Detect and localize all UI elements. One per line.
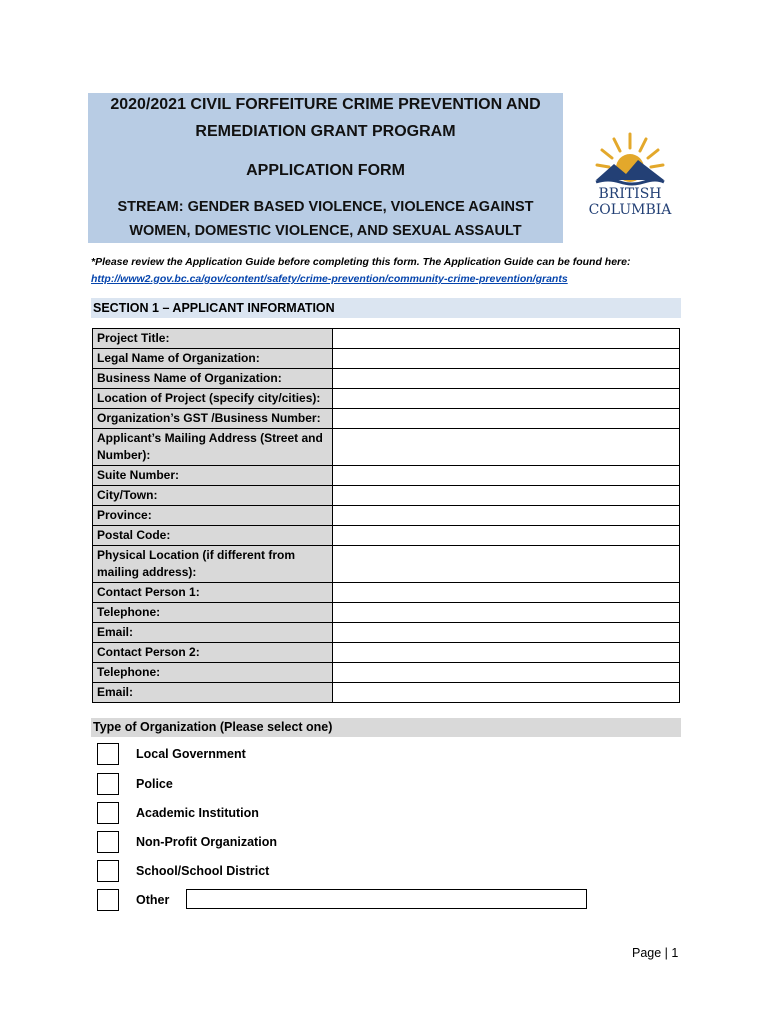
field-label: City/Town: [93,486,333,506]
program-title-line2: REMEDIATION GRANT PROGRAM [195,123,456,140]
field-input[interactable] [333,369,680,389]
option-label: Police [136,777,173,791]
field-label: Organization’s GST /Business Number: [93,409,333,429]
field-input[interactable] [333,349,680,369]
field-label: Contact Person 1: [93,583,333,603]
table-row [93,683,680,703]
option-label: Other [136,893,170,907]
field-input[interactable] [333,329,680,349]
checkbox[interactable] [97,889,119,911]
checkbox[interactable] [97,802,119,824]
field-label: Business Name of Organization: [93,369,333,389]
field-label: Suite Number: [93,466,333,486]
checkbox[interactable] [97,831,119,853]
field-input[interactable] [333,389,680,409]
table-row [93,389,680,409]
field-input[interactable] [333,683,680,703]
table-row [93,583,680,603]
option-label: Academic Institution [136,806,259,820]
field-input[interactable] [333,526,680,546]
section1-title: SECTION 1 – APPLICANT INFORMATION [91,298,681,318]
table-row [93,486,680,506]
field-input[interactable] [333,643,680,663]
table-row [93,349,680,369]
field-label: Province: [93,506,333,526]
field-input[interactable] [333,429,680,466]
checkbox[interactable] [97,860,119,882]
table-row [93,526,680,546]
org-type-title: Type of Organization (Please select one) [91,718,681,737]
field-label: Contact Person 2: [93,643,333,663]
table-row [93,663,680,683]
other-input[interactable] [186,889,587,909]
field-input[interactable] [333,623,680,643]
table-row [93,623,680,643]
field-input[interactable] [333,486,680,506]
guide-link[interactable]: http://www2.gov.bc.ca/gov/content/safety/crime-prevention/community-crime-prevention/grants [91,273,568,285]
table-row [93,506,680,526]
field-input[interactable] [333,663,680,683]
field-label: Location of Project (specify city/cities): [93,389,333,409]
field-label: Applicant’s Mailing Address (Street and Number): [93,429,333,466]
option-label: Non-Profit Organization [136,835,277,849]
field-label: Physical Location (if different from mailing address): [93,546,333,583]
stream-line2: WOMEN, DOMESTIC VIOLENCE, AND SEXUAL ASSAULT [129,223,522,239]
guide-note: *Please review the Application Guide before completing this form. The Application Guide can be found here: [91,256,631,268]
field-label: Postal Code: [93,526,333,546]
field-label: Telephone: [93,603,333,623]
page-number: Page | 1 [632,946,679,960]
table-row [93,603,680,623]
form-title: APPLICATION FORM [246,162,405,179]
applicant-info-table [92,328,680,703]
logo-text-line2: COLUMBIA [588,202,672,218]
field-input[interactable] [333,583,680,603]
field-label: Legal Name of Organization: [93,349,333,369]
table-row [93,329,680,349]
field-input[interactable] [333,546,680,583]
logo-text-line1: BRITISH [598,186,662,202]
table-row [93,643,680,663]
table-row [93,429,680,466]
field-input[interactable] [333,506,680,526]
checkbox[interactable] [97,743,119,765]
stream-line1: STREAM: GENDER BASED VIOLENCE, VIOLENCE AGAINST [117,199,534,215]
field-label: Email: [93,623,333,643]
program-title-line1: 2020/2021 CIVIL FORFEITURE CRIME PREVENTION AND [110,96,541,113]
field-label: Email: [93,683,333,703]
field-input[interactable] [333,603,680,623]
table-row [93,466,680,486]
field-input[interactable] [333,409,680,429]
option-label: School/School District [136,864,270,878]
field-input[interactable] [333,466,680,486]
checkbox[interactable] [97,773,119,795]
option-label: Local Government [136,747,246,761]
bc-logo [578,128,682,218]
field-label: Telephone: [93,663,333,683]
table-row [93,546,680,583]
field-label: Project Title: [93,329,333,349]
table-row [93,369,680,389]
table-row [93,409,680,429]
